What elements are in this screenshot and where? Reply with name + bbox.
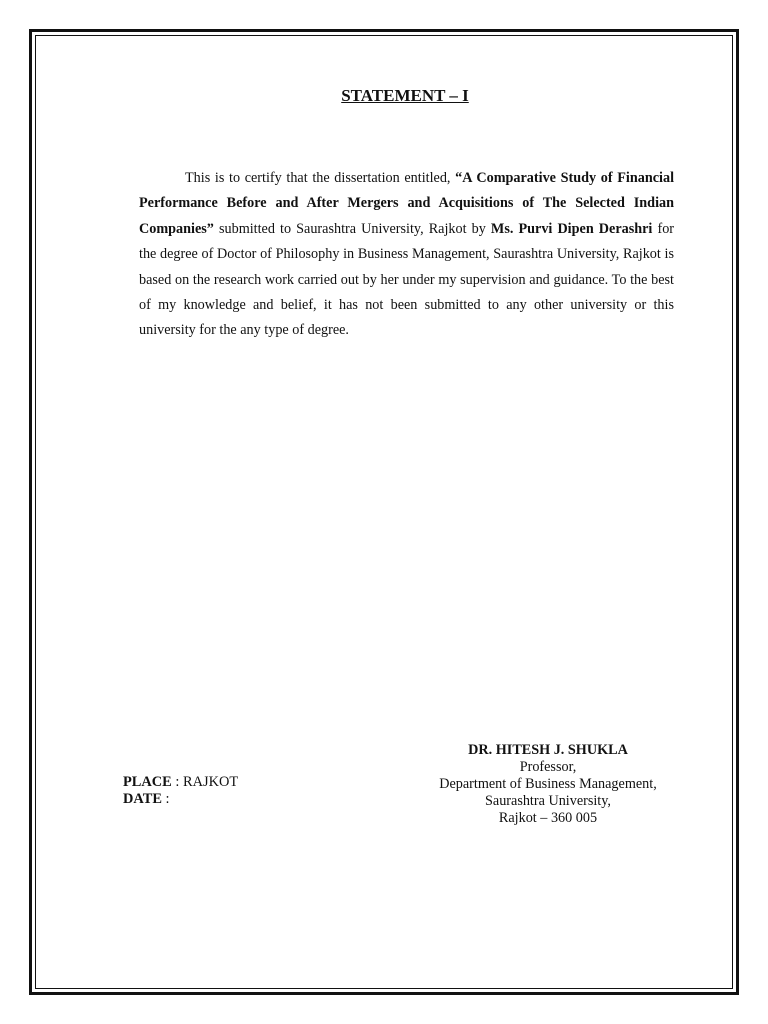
page-title: STATEMENT – I	[341, 86, 469, 105]
date-value: :	[165, 791, 170, 807]
signatory-name: DR. HITESH J. SHUKLA	[468, 742, 628, 758]
paragraph-intro: This is to certify that the dissertation entitled,	[185, 170, 451, 186]
signatory-department: Department of Business Management,	[439, 776, 657, 792]
certificate-paragraph	[139, 166, 674, 344]
signatory-city: Rajkot – 360 005	[498, 810, 598, 826]
place-value: : RAJKOT	[175, 774, 239, 790]
paragraph-rest: for the degree of Doctor of Philosophy in Business Management, Saurashtra University, Rajkot is based on the research work carried out by her under my supervision and guidance. To the best of my knowledge and belief, it has not been submitted to any other university or this university for the any type of degree.	[139, 220, 675, 339]
thesis-title: “A Comparative Study of Financial Performance Before and After Mergers and Acquisitions of The Selected Indian Companies”	[139, 170, 675, 237]
signatory-designation: Professor,	[519, 759, 577, 775]
date-line	[123, 791, 238, 808]
place-label: PLACE	[123, 774, 172, 790]
date-label: DATE	[123, 791, 162, 807]
place-line	[123, 774, 238, 791]
paragraph-submitted: submitted to Saurashtra University, Rajkot by	[218, 220, 486, 237]
signatory-block	[408, 742, 688, 827]
place-date-block	[123, 774, 238, 808]
candidate-name: Ms. Purvi Dipen Derashri	[490, 220, 653, 237]
signatory-university: Saurashtra University,	[485, 793, 611, 809]
